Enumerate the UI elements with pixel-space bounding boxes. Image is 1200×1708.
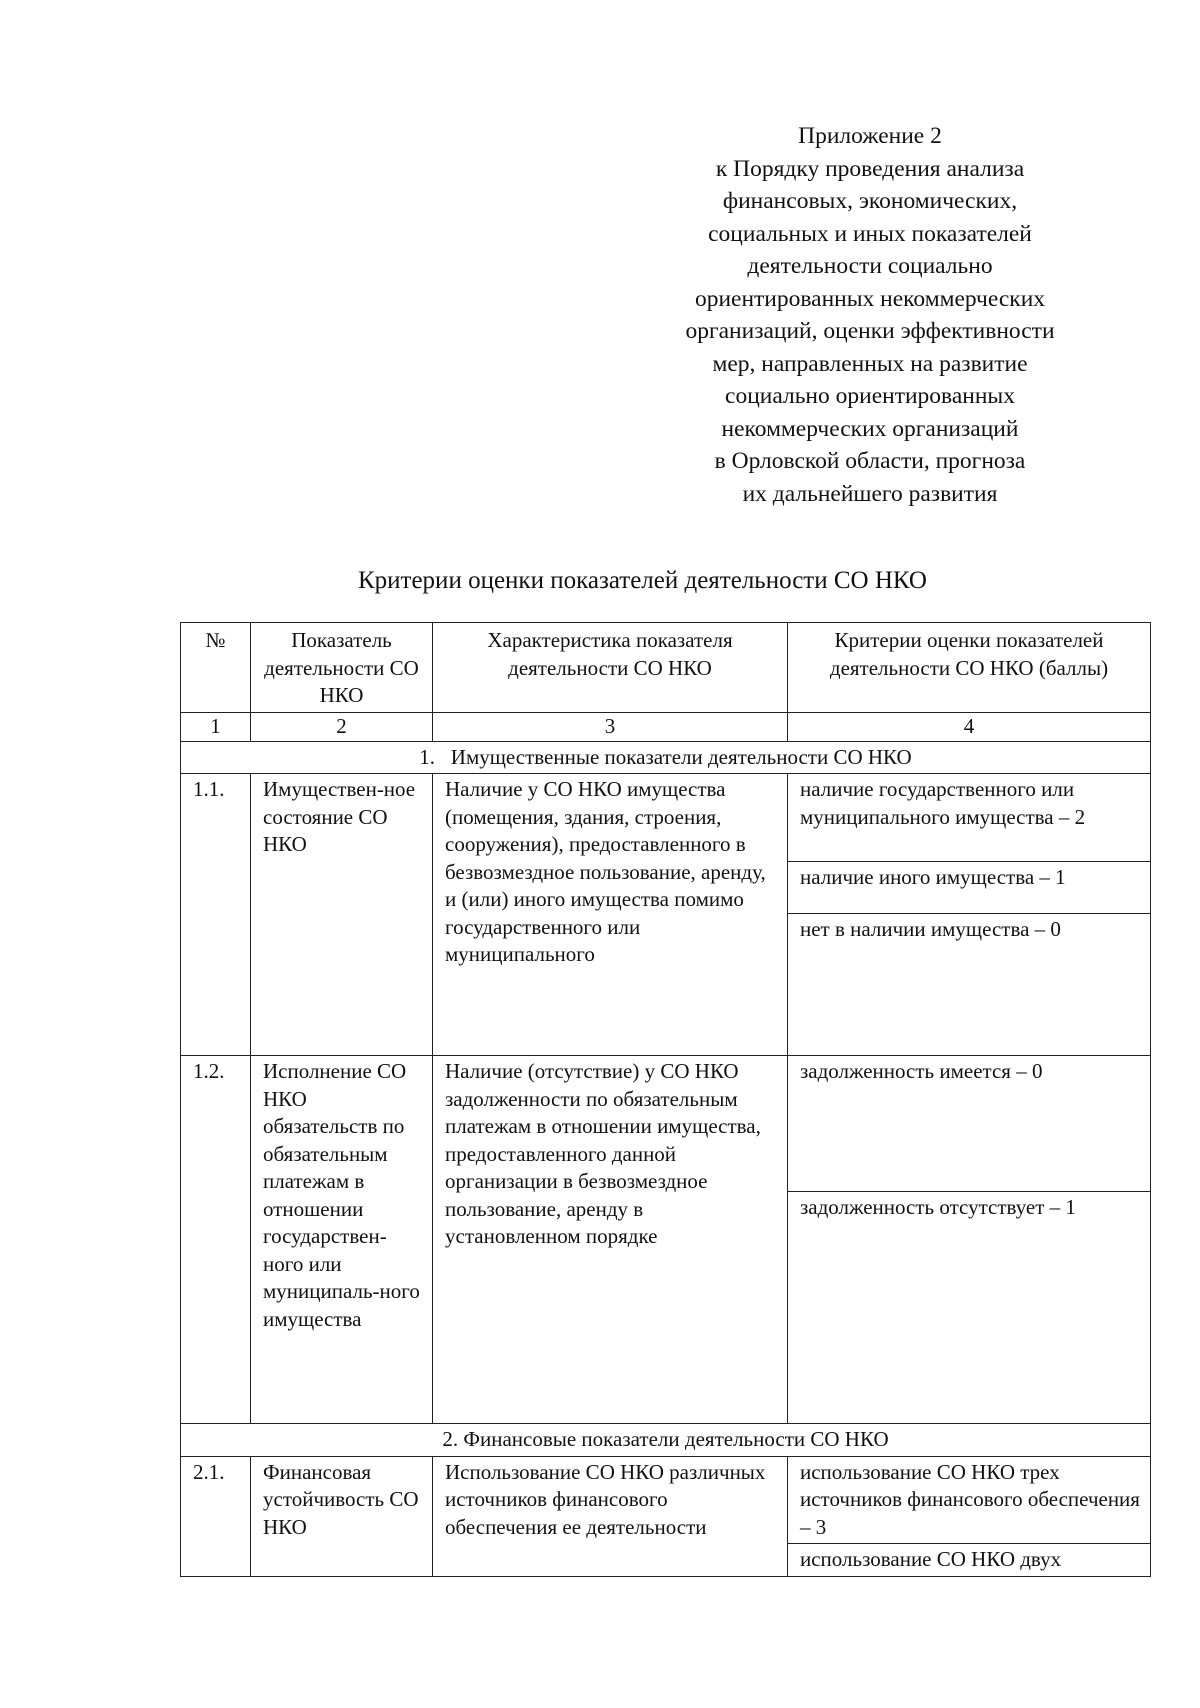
- table-row: [181, 774, 1151, 1056]
- appendix-line: социальных и иных показателей: [708, 220, 1032, 247]
- appendix-line: в Орловской области, прогноза: [714, 448, 1026, 474]
- row-number: 1.2.: [181, 1056, 251, 1424]
- criteria-item: задолженность имеется – 0: [788, 1056, 1150, 1192]
- column-number: 3: [433, 713, 788, 742]
- header-indicator: Показатель деятельности СО НКО: [251, 623, 433, 713]
- appendix-line: мер, направленных на развитие: [712, 350, 1028, 377]
- row-number: 1.1.: [181, 774, 251, 1056]
- criteria-item: наличие иного имущества – 1: [788, 862, 1150, 914]
- criteria-cell: [788, 1056, 1151, 1424]
- criteria-table-wrapper: [180, 622, 1150, 1577]
- row-number: 2.1.: [181, 1456, 251, 1576]
- table-header-row: [181, 623, 1151, 713]
- appendix-line: ориентированных некоммерческих: [694, 285, 1046, 312]
- header-criteria: Критерии оценки показателей деятельности СО НКО (баллы): [788, 623, 1151, 713]
- table-row: [181, 1056, 1151, 1424]
- appendix-line: организаций, оценки эффективности: [685, 318, 1055, 344]
- indicator-cell: Имуществен-ное состояние СО НКО: [251, 774, 433, 1056]
- criteria-table: [180, 622, 1151, 1577]
- section-title-2: 2. Финансовые показатели деятельности СО НКО: [181, 1424, 1151, 1457]
- appendix-line: социально ориентированных: [725, 383, 1015, 409]
- header-characteristic: Характеристика показателя деятельности СО НКО: [433, 623, 788, 713]
- header-num: №: [181, 623, 251, 713]
- criteria-item: использование СО НКО трех источников финансового обеспечения – 3: [788, 1457, 1150, 1545]
- section-title-1: 1. Имущественные показатели деятельности СО НКО: [181, 741, 1151, 774]
- characteristic-cell: Наличие (отсутствие) у СО НКО задолженности по обязательным платежам в отношении имущества, предоставленного данной организации в безвозмездное пользование, аренду в установленном порядке: [433, 1056, 788, 1424]
- characteristic-cell: Использование СО НКО различных источников финансового обеспечения ее деятельности: [433, 1456, 788, 1576]
- criteria-item: наличие государственного или муниципального имущества – 2: [788, 774, 1150, 862]
- appendix-line: их дальнейшего развития: [742, 480, 998, 507]
- criteria-item: задолженность отсутствует – 1: [800, 1195, 1076, 1219]
- criteria-item: нет в наличии имущества – 0: [800, 917, 1061, 941]
- appendix-note: [640, 120, 1100, 510]
- table-row: [181, 1456, 1151, 1576]
- column-number-row: [181, 713, 1151, 742]
- criteria-cell: [788, 1456, 1151, 1576]
- section-row: [181, 741, 1151, 774]
- column-number: 1: [181, 713, 251, 742]
- appendix-line: деятельности социально: [747, 253, 993, 279]
- criteria-cell: [788, 774, 1151, 1056]
- appendix-line: к Порядку проведения анализа: [715, 155, 1025, 182]
- criteria-item: использование СО НКО двух: [800, 1547, 1062, 1571]
- document-title: Критерии оценки показателей деятельности СО НКО: [357, 567, 927, 594]
- indicator-cell: Исполнение СО НКО обязательств по обязательным платежам в отношении государствен-ного или муниципаль-ного имущества: [251, 1056, 433, 1424]
- indicator-cell: Финансовая устойчивость СО НКО: [251, 1456, 433, 1576]
- appendix-line: Приложение 2: [798, 123, 942, 149]
- column-number: 4: [788, 713, 1151, 742]
- column-number: 2: [251, 713, 433, 742]
- section-row: [181, 1424, 1151, 1457]
- appendix-line: некоммерческих организаций: [721, 415, 1019, 442]
- appendix-line: финансовых, экономических,: [722, 188, 1018, 214]
- characteristic-cell: Наличие у СО НКО имущества (помещения, здания, строения, сооружения), предоставленного в безвозмездное пользование, аренду, и (или) иного имущества помимо государственного или муниципального: [433, 774, 788, 1056]
